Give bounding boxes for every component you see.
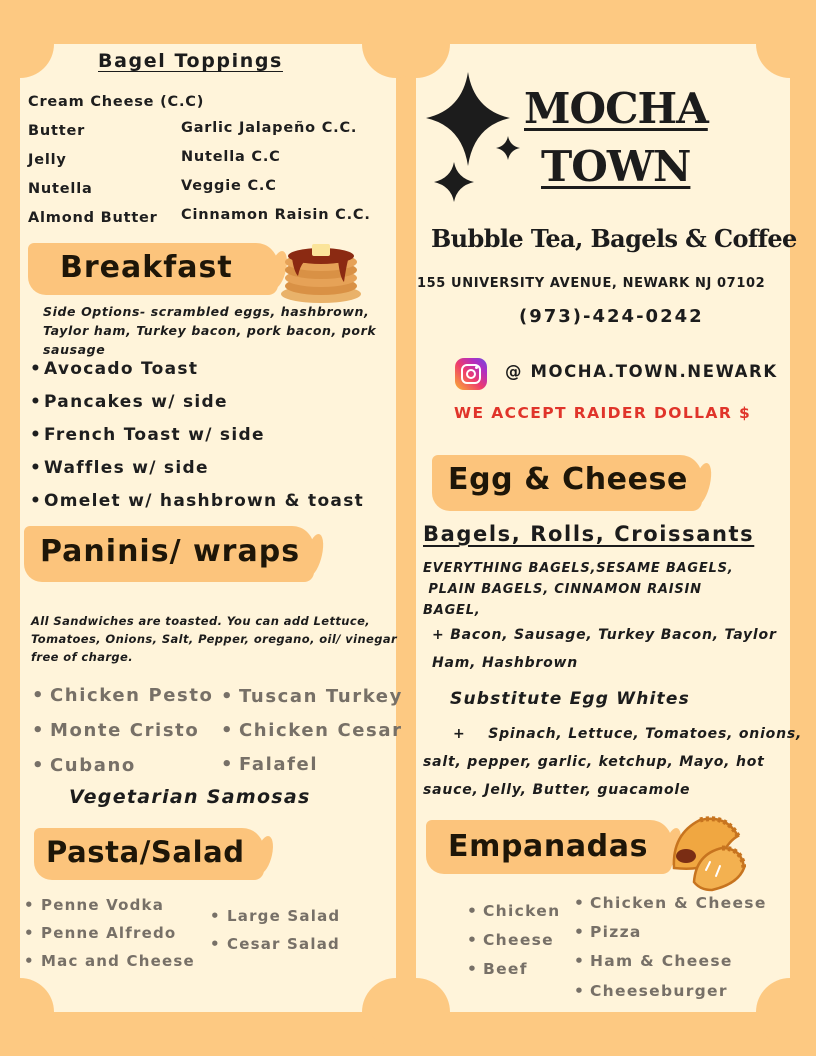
empanadas-title: Empanadas <box>448 829 649 864</box>
panini-item: • Falafel <box>221 754 319 775</box>
pasta-item: • Penne Vodka <box>24 896 165 914</box>
bagel-types-line: BAGEL, <box>423 603 481 618</box>
vegetarian-samosas: Vegetarian Samosas <box>69 786 311 808</box>
pasta-salad-title: Pasta/Salad <box>46 835 245 869</box>
breakfast-item: • Pancakes w/ side <box>30 392 228 412</box>
empanada-item: • Ham & Cheese <box>574 952 733 970</box>
breakfast-title: Breakfast <box>60 250 233 285</box>
bagel-toppings-title: Bagel Toppings <box>98 50 283 72</box>
brand-tagline: Bubble Tea, Bagels & Coffee <box>431 224 797 253</box>
bagel-types-line: PLAIN BAGELS, CINNAMON RAISIN <box>423 582 702 597</box>
egg-cheese-title: Egg & Cheese <box>448 462 688 497</box>
phone-number: (973)-424-0242 <box>519 306 704 327</box>
breakfast-side-options: Side Options- scrambled eggs, hashbrown, Taylor ham, Turkey bacon, pork bacon, pork sausage <box>43 304 377 357</box>
breakfast-item: • French Toast w/ side <box>30 425 265 445</box>
topping-item: Nutella <box>28 181 93 197</box>
right-panel-notch-bl <box>382 978 450 1046</box>
instagram-handle[interactable]: @ MOCHA.TOWN.NEWARK <box>505 362 778 381</box>
salad-item: • Cesar Salad <box>210 935 340 953</box>
store-address: 155 UNIVERSITY AVENUE, NEWARK NJ 07102 <box>417 276 766 291</box>
pancakes-icon <box>278 232 364 306</box>
salad-item: • Large Salad <box>210 907 341 925</box>
egg-cheese-subtitle: Bagels, Rolls, Croissants <box>423 522 755 546</box>
panini-item: • Chicken Pesto <box>32 685 214 706</box>
topping-item: Veggie C.C <box>181 178 277 194</box>
bagel-types-line: EVERYTHING BAGELS,SESAME BAGELS, <box>423 561 734 576</box>
brand-name-line1: MOCHA <box>524 84 708 133</box>
topping-item: Garlic Jalapeño C.C. <box>181 120 358 136</box>
empanada-item: • Beef <box>467 960 528 978</box>
panini-item: • Monte Cristo <box>32 720 200 741</box>
empanada-item: • Pizza <box>574 923 642 941</box>
breakfast-item: • Waffles w/ side <box>30 458 209 478</box>
brand-name-line2: TOWN <box>541 142 691 191</box>
pasta-item: • Penne Alfredo <box>24 924 177 942</box>
empanadas-icon <box>666 810 746 892</box>
extras-line: sauce, Jelly, Butter, guacamole <box>423 782 691 798</box>
panini-item: • Chicken Cesar <box>221 720 403 741</box>
substitute-egg-whites: Substitute Egg Whites <box>450 689 690 709</box>
addons-line: + Bacon, Sausage, Turkey Bacon, Taylor <box>432 627 777 643</box>
raider-dollar-notice: WE ACCEPT RAIDER DOLLAR $ <box>454 404 752 422</box>
breakfast-item: • Omelet w/ hashbrown & toast <box>30 491 365 511</box>
right-panel-notch-tl <box>382 10 450 78</box>
empanada-item: • Cheese <box>467 931 554 949</box>
empanada-item: • Cheeseburger <box>574 982 728 1000</box>
addons-line: Ham, Hashbrown <box>432 655 579 671</box>
topping-item: Butter <box>28 123 86 139</box>
topping-item: Cream Cheese (C.C) <box>28 94 205 110</box>
topping-item: Jelly <box>28 152 67 168</box>
paninis-note: All Sandwiches are toasted. You can add Lettuce, Tomatoes, Onions, Salt, Pepper, oregano, oil/ vinegar free of charge. <box>31 614 398 664</box>
topping-item: Nutella C.C <box>181 149 281 165</box>
sparkle-stars-icon <box>424 70 524 210</box>
breakfast-item: • Avocado Toast <box>30 359 199 379</box>
right-panel-notch-tr <box>756 10 816 78</box>
topping-item: Cinnamon Raisin C.C. <box>181 207 371 223</box>
paninis-title: Paninis/ wraps <box>40 534 301 569</box>
panini-item: • Cubano <box>32 755 136 776</box>
right-panel-notch-br <box>756 978 816 1046</box>
instagram-icon <box>455 358 487 390</box>
topping-item: Almond Butter <box>28 210 158 226</box>
pasta-item: • Mac and Cheese <box>24 952 195 970</box>
extras-line: + Spinach, Lettuce, Tomatoes, onions, <box>453 726 803 742</box>
panini-item: • Tuscan Turkey <box>221 686 403 707</box>
empanada-item: • Chicken <box>467 902 561 920</box>
extras-line: salt, pepper, garlic, ketchup, Mayo, hot <box>423 754 765 770</box>
empanada-item: • Chicken & Cheese <box>574 894 767 912</box>
